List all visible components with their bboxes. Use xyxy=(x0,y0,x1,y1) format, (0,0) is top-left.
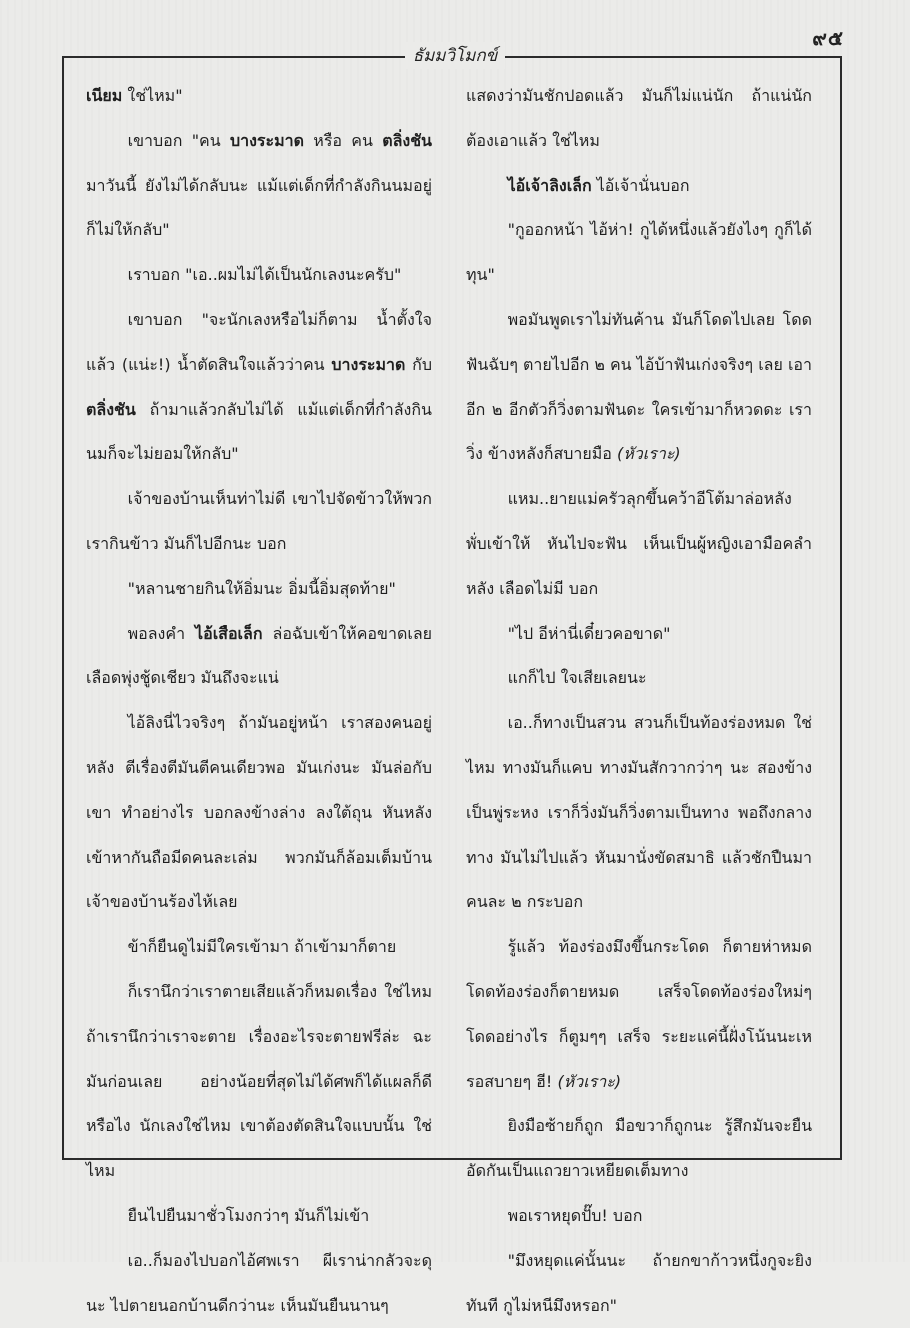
bold-name: ตลิ่งชัน xyxy=(86,399,136,419)
text-run: เขาบอก "จะนักเลงหรือไม่ก็ตาม น้ำตั้งใจแล้ว (แน่ะ!) น้ำตัดสินใจแล้วว่าคน xyxy=(86,309,432,374)
laughter-note: (หัวเราะ) xyxy=(557,1071,622,1091)
paragraph xyxy=(86,567,432,612)
paragraph xyxy=(466,477,812,611)
text-run: พอมันพูดเราไม่ทันค้าน มันก็โดดไปเลย โดดฟันฉับๆ ตายไปอีก ๒ คน ไอ้บ้าฟันเก่งจริงๆ เลย เอาอีก ๒ อีกตัวก็วิ่งตามฟันดะ ใครเข้ามาก็หวดดะ เราวิ่ง ข้างหลังก็สบายมือ xyxy=(466,309,812,464)
text-run: รู้แล้ว ท้องร่องมึงขึ้นกระโดด ก็ตายห่าหมด โดดท้องร่องก็ตายหมด เสร็จโดดท้องร่องใหม่ๆ โดดอย่างไร ก็ตูมๆๆ เสร็จ ระยะแค่นี้ฝั่งโน้นนะเหรอสบายๆ ฮี! xyxy=(466,937,812,1091)
paragraph xyxy=(86,74,432,119)
paragraph xyxy=(86,119,432,253)
paragraph xyxy=(466,298,812,477)
text-run: พอเราหยุดปั๊บ! บอก xyxy=(507,1205,643,1225)
paragraph xyxy=(86,612,432,702)
text-run: "หลานชายกินให้อิ่มนะ อิ่มนี้อิ่มสุดท้าย" xyxy=(127,578,396,598)
right-column xyxy=(466,74,812,1328)
paragraph xyxy=(86,1239,432,1328)
text-run: ข้าก็ยืนดูไม่มีใครเข้ามา ถ้าเข้ามาก็ตาย xyxy=(127,937,397,957)
paragraph xyxy=(86,701,432,925)
paragraph xyxy=(86,253,432,298)
paragraph xyxy=(466,74,812,164)
bold-name: บางระมาด xyxy=(229,130,305,150)
paragraph xyxy=(466,701,812,925)
text-run: แหม..ยายแม่ครัวลุกขึ้นคว้าอีโต้มาล่อหลังพั่บเข้าให้ หันไปจะฟัน เห็นเป็นผู้หญิงเอามือคลำหลัง เลือดไม่มี บอก xyxy=(466,489,812,598)
text-run: เขาบอก "คน xyxy=(127,130,230,150)
paragraph xyxy=(466,612,812,657)
paragraph xyxy=(466,164,812,209)
bold-name: ไอ้เสือเล็ก xyxy=(195,623,263,643)
paragraph xyxy=(466,656,812,701)
text-run: ใช่ไหม" xyxy=(122,86,183,105)
text-run: ก็เรานึกว่าเราตายเสียแล้วก็หมดเรื่อง ใช่ไหม ถ้าเรานึกว่าเราจะตาย เรื่องอะไรจะตายฟรีล่ะ ฉะมันก่อนเลย อย่างน้อยที่สุดไม่ได้ศพก็ได้แผลก็ดี หรือไง นักเลงใช่ไหม เขาต้องตัดสินใจแบบนั้น ใช่ไหม xyxy=(86,981,432,1181)
text-run: ไอ้เจ้านั่นบอก xyxy=(591,175,690,195)
bold-name: ตลิ่งชัน xyxy=(382,130,432,150)
paragraph xyxy=(86,477,432,567)
text-run: เจ้าของบ้านเห็นท่าไม่ดี เขาไปจัดข้าวให้พวกเรากินข้าว มันก็ไปอีกนะ บอก xyxy=(86,489,432,553)
text-run: เอ..ก็ทางเป็นสวน สวนก็เป็นท้องร่องหมด ใช่ไหม ทางมันก็แคบ ทางมันสักวากว่าๆ นะ สองข้างเป็นพู่ระหง เราก็วิ่งมันก็วิ่งตามเป็นทาง พอถึงกลางทาง มันไม่ไปแล้ว หันมานั่งขัดสมาธิ แล้วชักปืนมาคนละ ๒ กระบอก xyxy=(466,713,812,912)
text-run: "กูออกหน้า ไอ้ห่า! กูได้หนึ่งแล้วยังไงๆ กูก็ได้ทุน" xyxy=(466,220,812,285)
text-run: เราบอก "เอ..ผมไม่ได้เป็นนักเลงนะครับ" xyxy=(127,265,402,285)
text-run: มาวันนี้ ยังไม่ได้กลับนะ แม้แต่เด็กที่กำลังกินนมอยู่ก็ไม่ให้กลับ" xyxy=(86,175,432,240)
bold-name: ไอ้เจ้าลิงเล็ก xyxy=(507,175,592,195)
text-run: "ไป อีห่านี่เดี๋ยวคอขาด" xyxy=(507,623,671,643)
paragraph xyxy=(86,1194,432,1239)
paragraph xyxy=(86,298,432,477)
paragraph xyxy=(466,1239,812,1328)
text-run: ถ้ามาแล้วกลับไม่ได้ แม้แต่เด็กที่กำลังกินนมก็จะไม่ยอมให้กลับ" xyxy=(86,399,432,464)
text-run: เอ..ก็มองไปบอกไอ้ศพเรา ผีเราน่ากลัวจะดุนะ ไปตายนอกบ้านดีกว่านะ เห็นมันยืนนานๆ xyxy=(86,1250,432,1315)
bold-name: บางระมาด xyxy=(331,354,406,374)
text-run: พอลงคำ xyxy=(127,623,196,643)
laughter-note: (หัวเราะ) xyxy=(617,444,681,464)
text-run: ยืนไปยืนมาชั่วโมงกว่าๆ มันก็ไม่เข้า xyxy=(127,1205,370,1225)
text-run: แกก็ไป ใจเสียเลยนะ xyxy=(507,668,647,688)
text-run: แสดงว่ามันชักปอดแล้ว มันก็ไม่แน่นัก ถ้าแน่นักต้องเอาแล้ว ใช่ไหม xyxy=(466,86,812,150)
text-run: ยิงมือซ้ายก็ถูก มือขวาก็ถูกนะ รู้สึกมันจะยืนอัดกันเป็นแถวยาวเหยียดเต็มทาง xyxy=(466,1116,812,1181)
text-run: ไอ้ลิงนี่ไวจริงๆ ถ้ามันอยู่หน้า เราสองคนอยู่หลัง ตีเรื่องตีมันตีคนเดียวพอ มันเก่งนะ มันล่อกับเขา ทำอย่างไร บอกลงข้างล่าง ลงใต้ถุน หันหลังเข้าหากันถือมีดคนละเล่ม พวกมันก็ล้อมเต็มบ้าน เจ้าของบ้านร้องไห้เลย xyxy=(86,713,432,912)
paragraph xyxy=(466,208,812,298)
text-run: กับ xyxy=(405,354,432,374)
left-column xyxy=(86,74,432,1328)
paragraph xyxy=(466,925,812,1104)
paragraph xyxy=(86,970,432,1194)
running-header-title: ธัมมวิโมกข์ xyxy=(405,42,506,69)
paragraph xyxy=(466,1194,812,1239)
paragraph xyxy=(86,925,432,970)
paragraph xyxy=(466,1104,812,1194)
bold-name: เนียม xyxy=(86,86,123,105)
text-run: "มึงหยุดแค่นั้นนะ ถ้ายกขาก้าวหนึ่งกูจะยิงทันที กูไม่หนีมึงหรอก" xyxy=(466,1250,812,1315)
text-run: หรือ คน xyxy=(304,130,383,150)
page-number: ๙๕ xyxy=(812,26,844,50)
text-run: ล่อฉับเข้าให้คอขาดเลย เลือดพุ่งชู้ดเชียว มันถึงจะแน่ xyxy=(86,623,432,688)
